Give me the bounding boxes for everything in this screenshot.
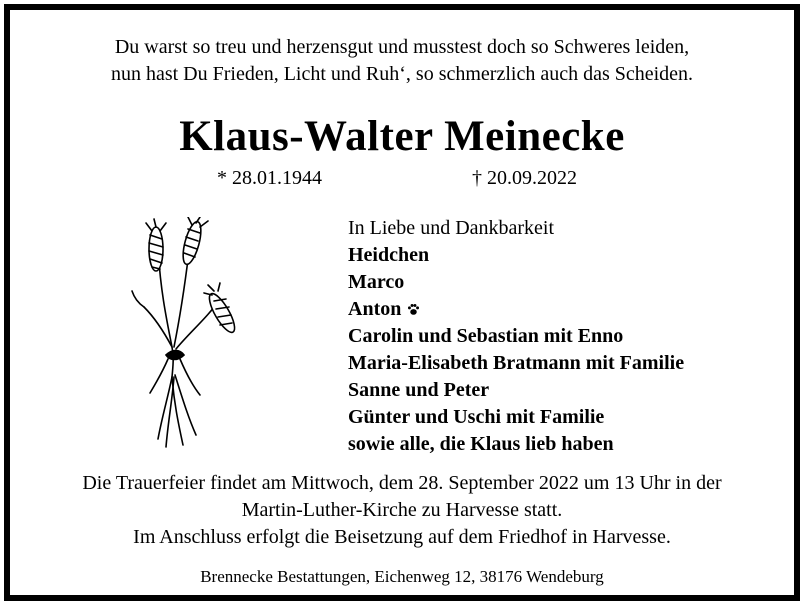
undertaker-address: Brennecke Bestattungen, Eichenweg 12, 38176 Wendeburg (200, 567, 604, 586)
deceased-name: Klaus-Walter Meinecke (179, 113, 625, 160)
mourners-list (348, 215, 684, 458)
mourner-name: Carolin und Sebastian mit Enno (348, 325, 624, 347)
mourner-name: Maria-Elisabeth Bratmann mit Familie (348, 352, 685, 374)
memorial-poem (10, 34, 794, 88)
mourner-name: Marco (348, 271, 405, 293)
birth-date: * 28.01.1944 (217, 167, 322, 189)
mourner-name: sowie alle, die Klaus lieb haben (348, 433, 614, 455)
mourner-name: Sanne und Peter (348, 379, 490, 401)
poem-line-2: nun hast Du Frieden, Licht und Ruh‘, so schmerzlich auch das Scheiden. (110, 63, 694, 85)
service-line-3: Im Anschluss erfolgt die Beisetzung auf dem Friedhof in Harvesse. (133, 526, 671, 548)
paw-print-icon (407, 303, 420, 316)
funeral-service-info (10, 470, 794, 551)
mourner-name-with-pet (348, 296, 684, 323)
mourners-intro: In Liebe und Dankbarkeit (348, 217, 555, 239)
death-date: † 20.09.2022 (472, 167, 577, 189)
mourner-name: Heidchen (348, 244, 430, 266)
obituary-notice (4, 4, 800, 601)
wheat-bundle-icon (128, 217, 240, 457)
mourner-name: Günter und Uschi mit Familie (348, 406, 605, 428)
poem-line-1: Du warst so treu und herzensgut und musstest doch so Schweres leiden, (114, 36, 690, 58)
service-line-2: Martin-Luther-Kirche zu Harvesse statt. (241, 499, 563, 521)
mourner-name: Anton (348, 298, 402, 320)
service-line-1: Die Trauerfeier findet am Mittwoch, dem 28. September 2022 um 13 Uhr in der (82, 472, 722, 494)
